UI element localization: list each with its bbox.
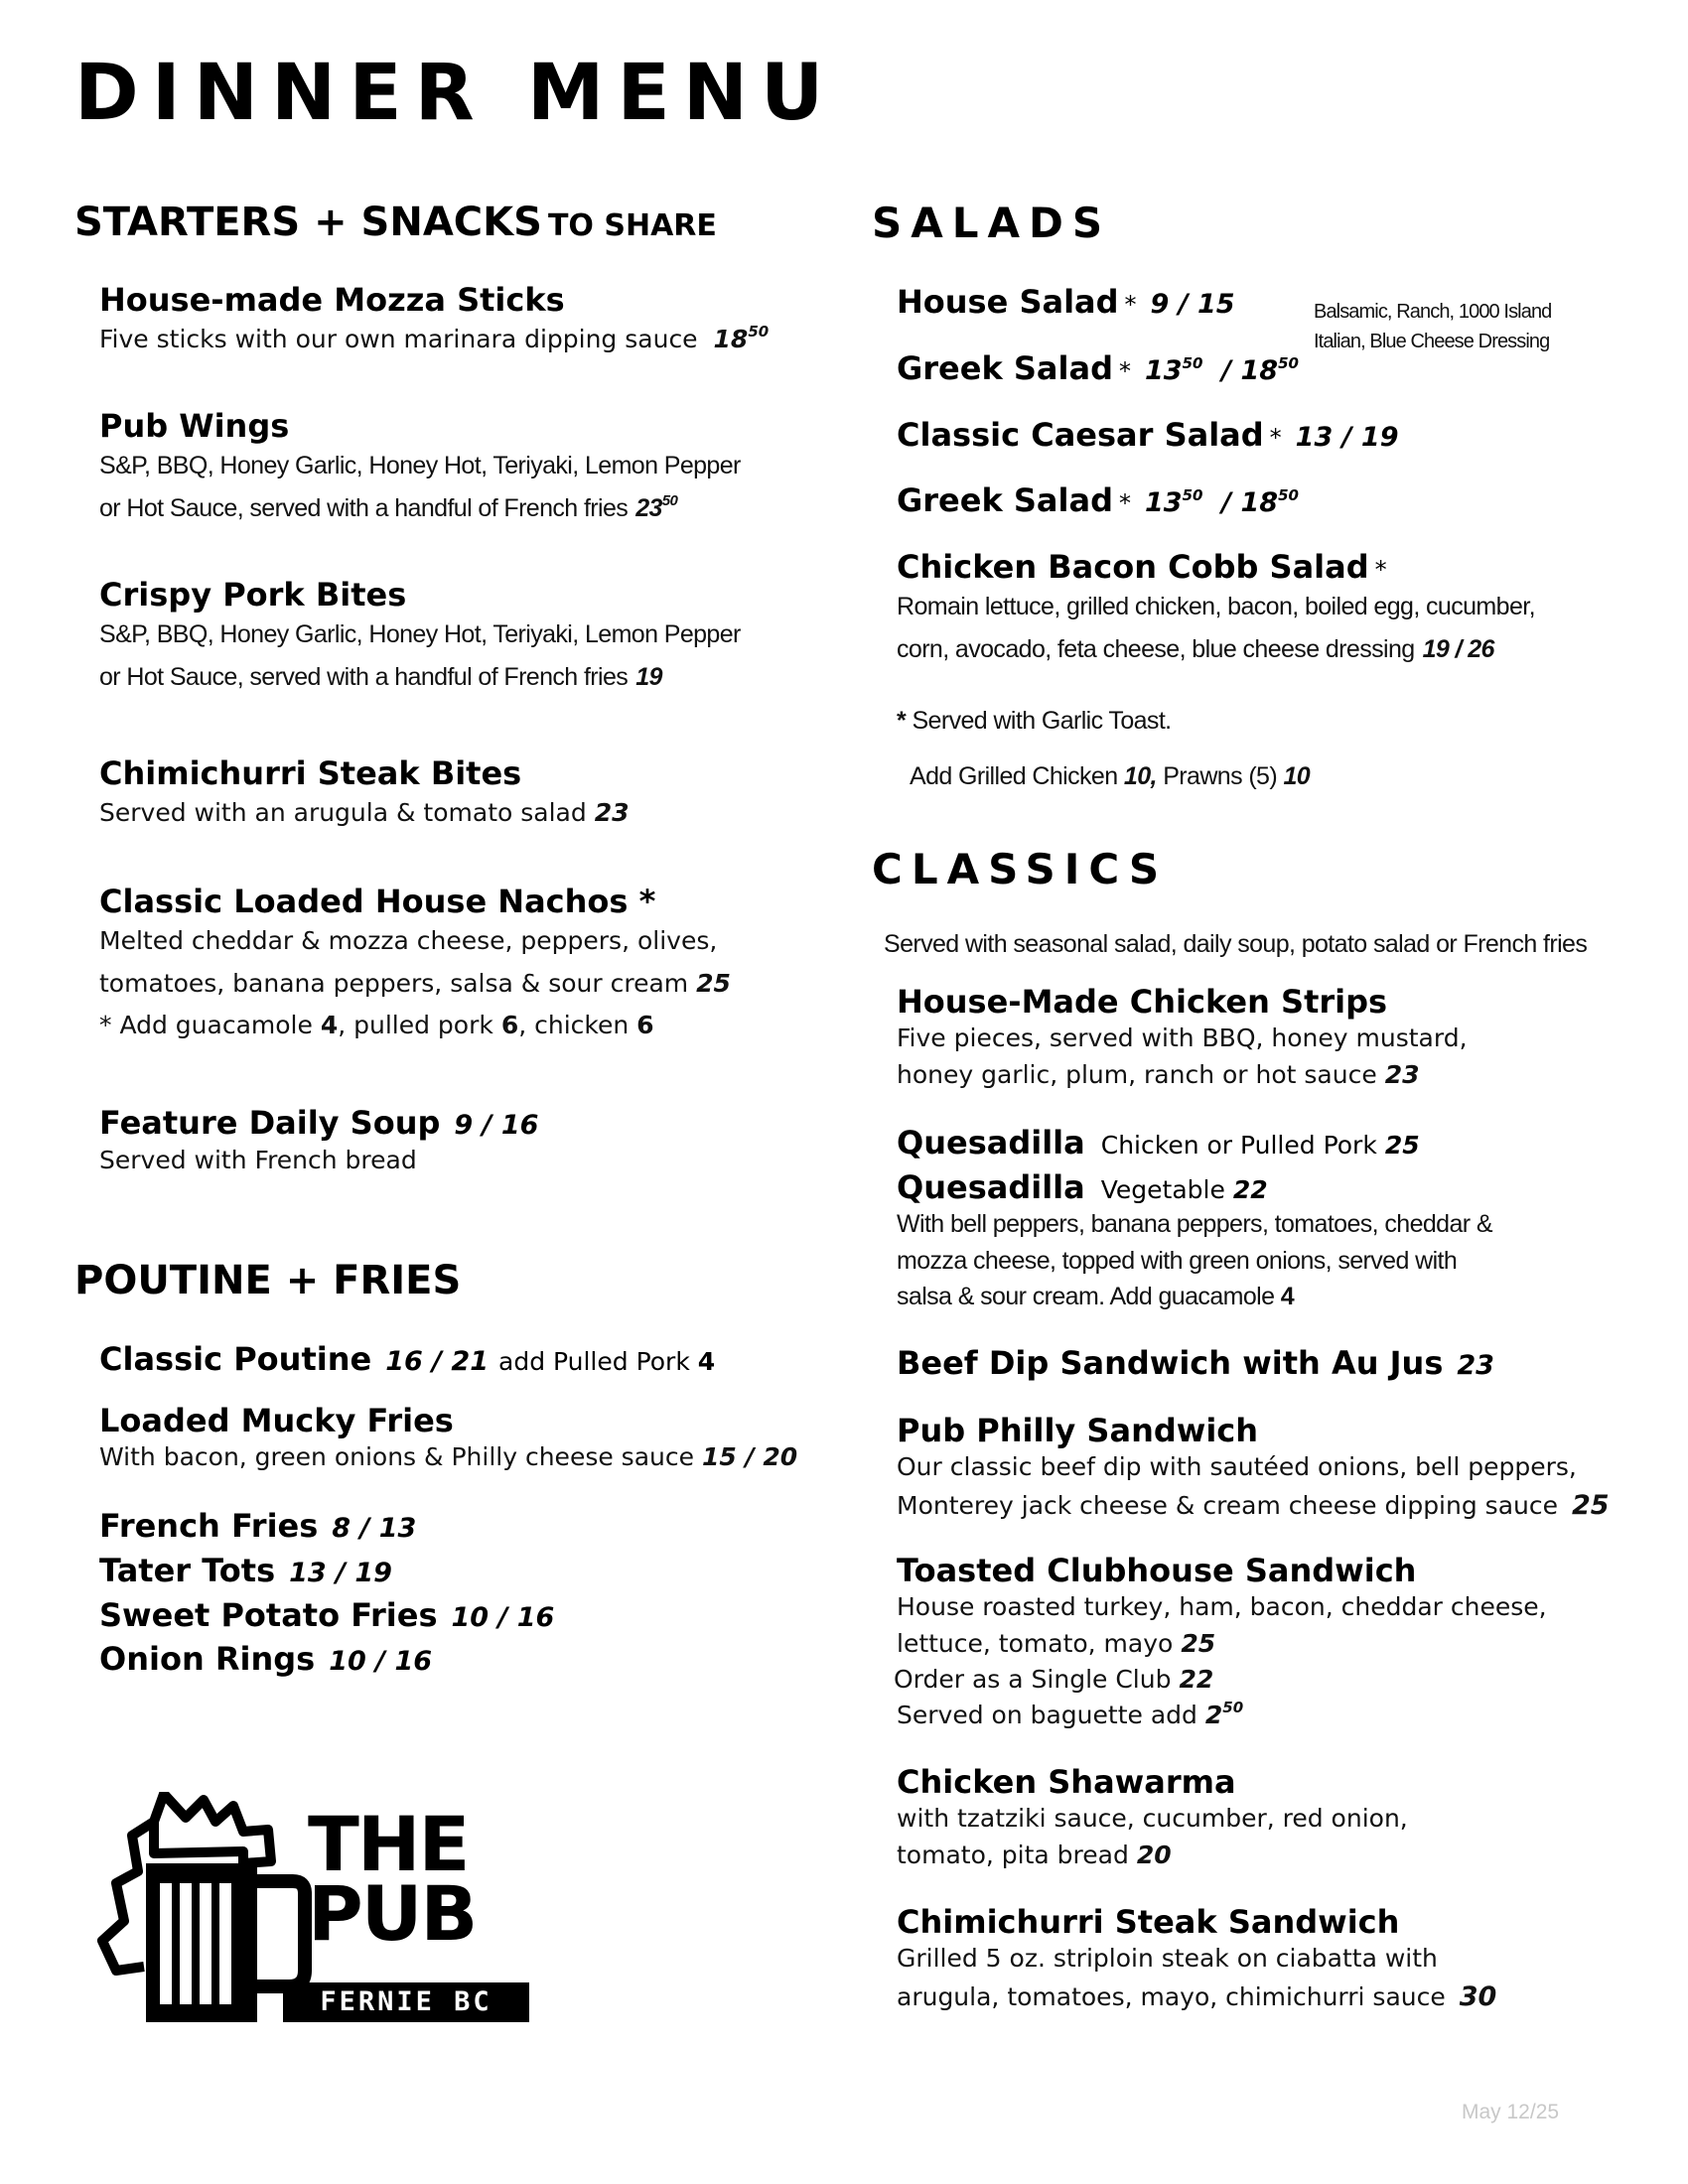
item-desc-line3: salsa & sour cream. Add guacamole 4	[897, 1282, 1295, 1310]
item-name: House Salad * 9 / 15	[897, 283, 1235, 321]
menu-item-mozza-sticks	[99, 281, 769, 361]
menu-item-clubhouse	[894, 1552, 1547, 1733]
item-price: 9 / 16	[454, 1110, 539, 1141]
item-desc-line2: or Hot Sauce, served with a handful of French fries 19	[99, 662, 662, 691]
item-price: 25	[1384, 1131, 1420, 1160]
section-heading-salads: SALADS	[872, 199, 1112, 247]
item-price: 19 / 26	[1422, 634, 1494, 663]
item-name: Chimichurri Steak Sandwich	[897, 1903, 1400, 1941]
item-price: $23^{50}$	[635, 491, 678, 522]
item-price: 15 / 20	[702, 1442, 798, 1472]
item-desc-line1: S&P, BBQ, Honey Garlic, Honey Hot, Teriyaki, Lemon Pepper	[99, 620, 741, 649]
item-price: 16 / 21	[385, 1346, 489, 1377]
item-name: Greek Salad * $13^{50} / 18^{50}$	[897, 481, 1299, 519]
logo-location: FERNIE BC	[283, 1982, 529, 2022]
item-name: Pub Philly Sandwich	[897, 1412, 1259, 1449]
revision-date: May 12/25	[1462, 2101, 1560, 2123]
menu-item-chimichurri-steak-bites	[99, 754, 630, 835]
menu-item-house-salad	[897, 283, 1235, 321]
section-heading-starters-sub: TO SHARE	[547, 208, 717, 243]
item-price-baguette: $2^{50}$	[1204, 1699, 1244, 1730]
item-name: House-made Mozza Sticks	[99, 281, 565, 319]
item-price: 30	[1459, 1980, 1497, 2012]
dressings-list	[1314, 297, 1551, 356]
item-desc-line2: or Hot Sauce, served with a handful of French fries $23^{50}$	[99, 491, 678, 522]
menu-item-tater-tots: Tater Tots 13 / 19	[99, 1551, 392, 1589]
item-name: Loaded Mucky Fries	[99, 1402, 454, 1439]
item-desc-line2: tomato, pita bread 20	[897, 1840, 1172, 1869]
page-title: DINNER MENU	[74, 49, 837, 138]
menu-item-shawarma	[897, 1763, 1408, 1873]
item-name: Crispy Pork Bites	[99, 576, 407, 614]
section-heading-starters: STARTERS + SNACKS TO SHARE	[74, 200, 717, 245]
item-addon: add Pulled Pork 4	[498, 1347, 716, 1376]
item-name: Chicken Shawarma	[897, 1763, 1236, 1801]
item-price: 23	[594, 798, 630, 828]
item-name: House-Made Chicken Strips	[897, 983, 1388, 1021]
dressings-line1: Balsamic, Ranch, 1000 Island	[1314, 301, 1552, 323]
item-desc-line1: S&P, BBQ, Honey Garlic, Honey Hot, Teriyaki, Lemon Pepper	[99, 452, 741, 480]
item-desc: Served with French bread	[99, 1146, 417, 1175]
item-price: 13 / 19	[1295, 422, 1399, 453]
menu-item-quesadilla-vegetable	[897, 1168, 1492, 1314]
salad-note: * Served with Garlic Toast.	[897, 707, 1172, 735]
menu-item-classic-poutine	[99, 1340, 715, 1378]
item-desc: Served with an arugula & tomato salad 23	[99, 798, 630, 828]
item-name: Quesadilla Chicken or Pulled Pork 25	[897, 1124, 1420, 1161]
item-name: Toasted Clubhouse Sandwich	[897, 1552, 1417, 1589]
item-price: 8 / 13	[332, 1513, 417, 1544]
item-price: $13^{50} / 18^{50}$	[1144, 354, 1299, 386]
item-desc-line1: Five pieces, served with BBQ, honey mustard,	[897, 1024, 1468, 1053]
item-name: Beef Dip Sandwich with Au Jus 23	[897, 1344, 1494, 1382]
item-desc-line2: corn, avocado, feta cheese, blue cheese dressing 19 / 26	[897, 634, 1494, 663]
item-name: Classic Caesar Salad * 13 / 19	[897, 416, 1399, 454]
logo-wordmark	[308, 1800, 477, 1958]
item-price: 23	[1384, 1059, 1420, 1089]
section-heading-poutine: POUTINE + FRIES	[74, 1258, 462, 1303]
menu-item-beef-dip	[897, 1344, 1494, 1382]
menu-item-greek-salad-2	[897, 481, 1299, 519]
item-name: Pub Wings	[99, 407, 290, 445]
item-desc-line2: honey garlic, plum, ranch or hot sauce 23	[897, 1059, 1420, 1089]
item-desc-line2: arugula, tomatoes, mayo, chimichurri sauce 30	[897, 1980, 1497, 2012]
menu-item-french-fries: French Fries 8 / 13	[99, 1507, 417, 1545]
item-desc-line3: Order as a Single Club 22	[894, 1664, 1214, 1694]
item-desc-line1: With bell peppers, banana peppers, tomatoes, cheddar &	[897, 1210, 1492, 1239]
item-desc-line2: Monterey jack cheese & cream cheese dipping sauce 25	[897, 1489, 1610, 1521]
item-name: Feature Daily Soup 9 / 16	[99, 1104, 539, 1142]
item-name: Chimichurri Steak Bites	[99, 754, 522, 792]
menu-item-steak-sandwich	[897, 1903, 1496, 2016]
menu-item-pub-philly	[897, 1412, 1610, 1525]
section-heading-classics: CLASSICS	[872, 845, 1169, 893]
menu-item-crispy-pork-bites	[99, 576, 741, 698]
classics-subtitle: Served with seasonal salad, daily soup, potato salad or French fries	[884, 930, 1588, 958]
menu-item-nachos	[99, 883, 731, 1047]
logo-line-the: THE	[308, 1800, 469, 1888]
menu-item-quesadilla-chicken	[897, 1124, 1420, 1161]
pub-logo	[94, 1792, 541, 2030]
item-desc-line4: Served on baguette add $2^{50}$	[897, 1699, 1244, 1730]
menu-item-mucky-fries	[99, 1402, 797, 1474]
item-price: 23	[1457, 1350, 1494, 1381]
item-price: $18^{50}$	[713, 323, 770, 354]
dressings-line2: Italian, Blue Cheese Dressing	[1314, 331, 1550, 352]
menu-item-sweet-potato-fries: Sweet Potato Fries 10 / 16	[99, 1595, 555, 1634]
fries-list	[99, 1504, 554, 1682]
item-price: $13^{50} / 18^{50}$	[1144, 486, 1299, 518]
item-price: 25	[1571, 1489, 1610, 1521]
item-desc-line2: lettuce, tomato, mayo 25	[897, 1628, 1216, 1658]
item-price: 20	[1136, 1840, 1172, 1869]
item-desc: With bacon, green onions & Philly cheese sauce 15 / 20	[99, 1442, 798, 1472]
item-price: 25	[1181, 1628, 1216, 1658]
menu-item-daily-soup	[99, 1104, 538, 1179]
item-price: 25	[696, 968, 731, 998]
item-name: Quesadilla Vegetable 22	[897, 1168, 1268, 1206]
menu-item-caesar-salad	[897, 416, 1398, 454]
item-name: Classic Poutine 16 / 21 add Pulled Pork 4	[99, 1340, 716, 1378]
item-price-single: 22	[1179, 1664, 1214, 1694]
item-desc: Five sticks with our own marinara dipping sauce $18^{50}$	[99, 323, 770, 354]
item-price: 9 / 15	[1150, 289, 1235, 320]
menu-item-greek-salad	[897, 349, 1299, 387]
item-price: 22	[1232, 1175, 1268, 1204]
item-desc-line1: Grilled 5 oz. striploin steak on ciabatta with	[897, 1944, 1438, 1974]
item-price: 10 / 16	[451, 1601, 555, 1633]
item-name: Greek Salad * $13^{50} / 18^{50}$	[897, 349, 1299, 387]
item-name: Chicken Bacon Cobb Salad *	[897, 548, 1387, 586]
item-desc-line1: House roasted turkey, ham, bacon, cheddar cheese,	[897, 1592, 1547, 1622]
item-price: 10 / 16	[329, 1646, 433, 1678]
item-desc-line1: Our classic beef dip with sautéed onions, bell peppers,	[897, 1452, 1577, 1482]
item-desc-line1: with tzatziki sauce, cucumber, red onion,	[897, 1804, 1408, 1834]
item-desc-line2: tomatoes, banana peppers, salsa & sour cream 25	[99, 968, 731, 998]
item-addons: * Add guacamole 4, pulled pork 6, chicken 6	[99, 1011, 654, 1040]
menu-item-cobb-salad	[897, 548, 1535, 670]
menu-item-onion-rings: Onion Rings 10 / 16	[99, 1640, 433, 1679]
salad-addons: Add Grilled Chicken 10, Prawns (5) 10	[910, 762, 1311, 790]
item-price: 19	[635, 662, 662, 691]
item-name: Classic Loaded House Nachos *	[99, 883, 656, 920]
item-desc-line1: Melted cheddar & mozza cheese, peppers, olives,	[99, 926, 718, 956]
item-desc-line2: mozza cheese, topped with green onions, served with	[897, 1246, 1458, 1275]
menu-item-pub-wings	[99, 407, 741, 529]
item-price: 13 / 19	[289, 1557, 392, 1588]
logo-line-pub: PUB	[308, 1868, 477, 1958]
item-desc-line1: Romain lettuce, grilled chicken, bacon, boiled egg, cucumber,	[897, 593, 1535, 621]
menu-item-chicken-strips	[897, 983, 1468, 1093]
